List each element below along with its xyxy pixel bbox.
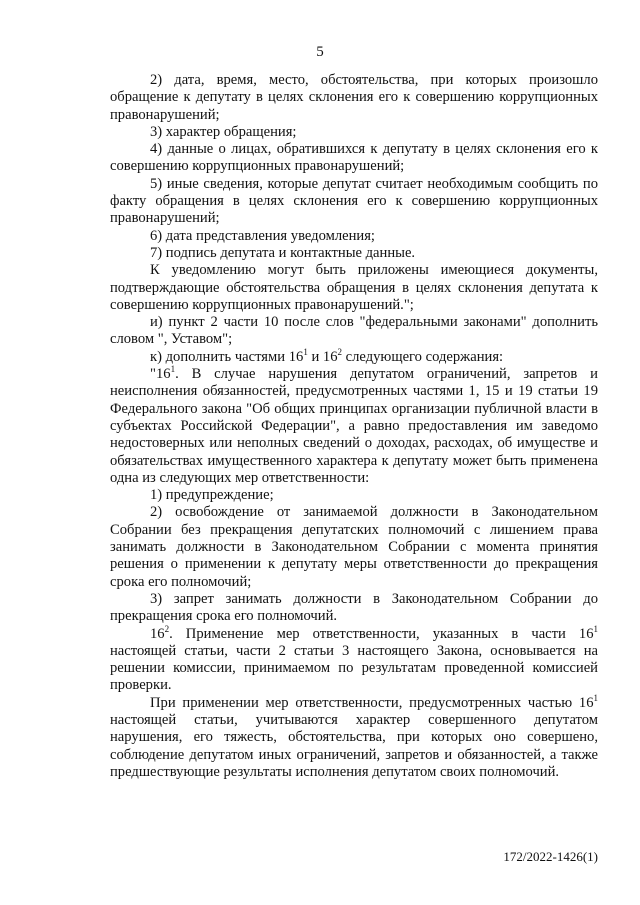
paragraph: При применении мер ответственности, предусмотренных частью $16^1$ настоящей статьи, учитываются характер совершенного депутатом нарушения, его тяжесть, обстоятельства, при которых оно совершено, соблюдение депутатом иных ограничений, запретов и обязанностей, а также предшествующие результаты исполнения депутатом своих полномочий.: [110, 692, 598, 780]
paragraph: 3) запрет занимать должности в Законодательном Собрании до прекращения срока его полномочий.: [110, 590, 598, 625]
paragraph: 3) характер обращения;: [150, 123, 297, 140]
paragraph: и) пункт 2 части 10 после слов "федеральными законами" дополнить словом ", Уставом";: [110, 314, 598, 348]
paragraph: $16^2$. Применение мер ответственности, указанных в части $16^1$ настоящей статьи, части 2 статьи 3 настоящего Закона, основывается на решении комиссии, принимаемом по результатам проведенной комиссией проверки.: [110, 623, 598, 694]
paragraph: 7) подпись депутата и контактные данные.: [150, 244, 416, 261]
paragraph: 1) предупреждение;: [150, 487, 274, 504]
paragraph: 4) данные о лицах, обратившихся к депутату в целях склонения его к совершению коррупционных правонарушений;: [110, 141, 598, 175]
paragraph: К уведомлению могут быть приложены имеющиеся документы, подтверждающие обстоятельства обращения в целях склонения депутата к совершению коррупционных правонарушений.";: [110, 262, 598, 313]
document-body: [110, 72, 598, 781]
page-number: 5: [316, 44, 324, 60]
paragraph: к) дополнить частями $16^1$ и $16^2$ следующего содержания:: [150, 346, 504, 365]
paragraph: 2) освобождение от занимаемой должности в Законодательном Собрании без прекращения депутатских полномочий с лишением права занимать должности в Законодательном Собрании с момента принятия решения о применении к депутату меры ответственности до прекращения срока его полномочий;: [110, 504, 598, 590]
paragraph: "$16^1$. В случае нарушения депутатом ограничений, запретов и неисполнения обязанностей, предусмотренных частями 1, 15 и 19 статьи 19 Федерального закона "Об общих принципах организации публичной власти в субъектах Российской Федерации", а равно предоставления им заведомо недостоверных или неполных сведений о доходах, расходах, об имуществе и обязательствах имущественного характера к депутату может быть применена одна из следующих мер ответственности:: [110, 364, 598, 486]
paragraph: 5) иные сведения, которые депутат считает необходимым сообщить по факту обращения в целях склонения его к совершению коррупционных правонарушений;: [110, 175, 598, 227]
paragraph: 6) дата представления уведомления;: [150, 227, 375, 244]
paragraph: 2) дата, время, место, обстоятельства, при которых произошло обращение к депутату в целях склонения его к совершению коррупционных правонарушений;: [110, 72, 598, 123]
document-code: 172/2022-1426(1): [503, 849, 598, 864]
